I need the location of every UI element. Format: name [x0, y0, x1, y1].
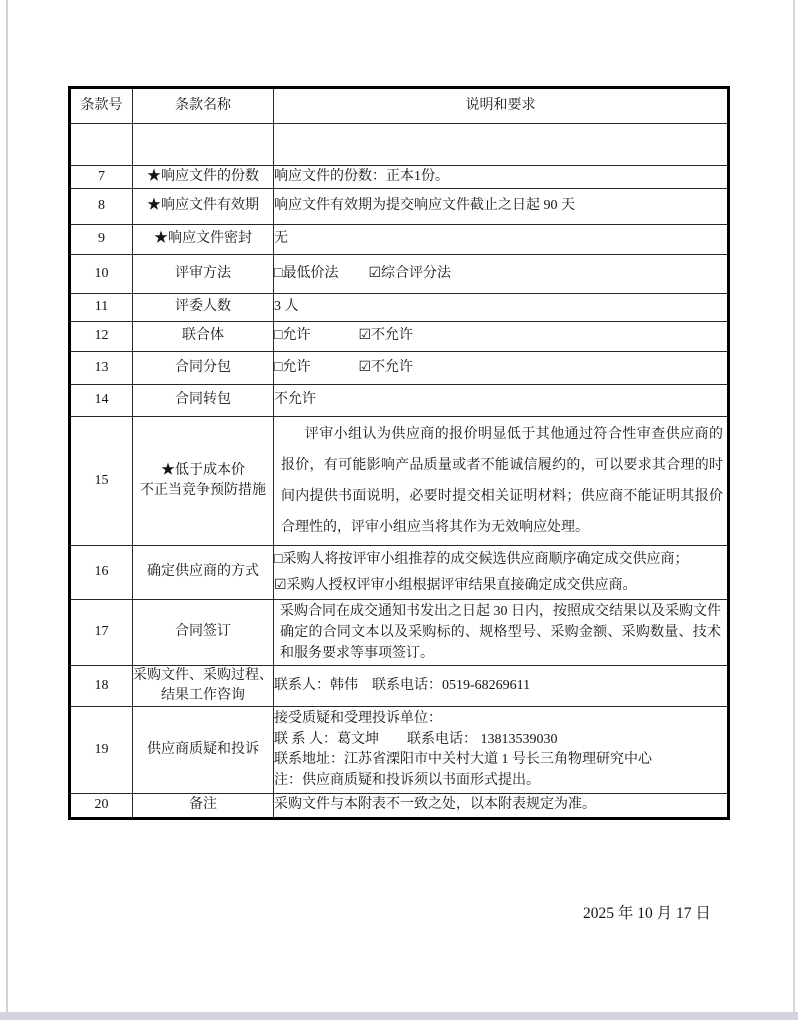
option-checked: ☑综合评分法: [368, 265, 452, 281]
clause-name-line1: 采购文件、采购过程、: [133, 668, 273, 683]
clause-content: [274, 417, 729, 546]
option-checked: ☑采购人授权评审小组根据评审结果直接确定成交供应商。: [274, 577, 637, 593]
clause-content: [274, 322, 729, 352]
clause-no: [70, 124, 133, 166]
clause-content: [274, 707, 729, 794]
clause-content: 采购文件与本附表不一致之处，以本附表规定为准。: [274, 794, 729, 819]
clause-name: ★响应文件密封: [133, 225, 274, 255]
clause-content: [274, 546, 729, 600]
clause-content: 3 人: [274, 294, 729, 322]
clause-no: 20: [70, 794, 133, 819]
table-header-row: [70, 88, 729, 124]
terms-table: [68, 86, 730, 820]
clause-no: 19: [70, 707, 133, 794]
complaint-contact-line: 联 系 人：葛文坤 联系电话： 13813539030: [274, 731, 558, 747]
page-edge-left: [6, 0, 8, 1013]
clause-no: 9: [70, 225, 133, 255]
table-row-14: [70, 385, 729, 417]
page-bottom-edge: [0, 1012, 798, 1020]
table-row-7: [70, 166, 729, 189]
clause-content: 无: [274, 225, 729, 255]
table-row-16: [70, 546, 729, 600]
clause-no: 17: [70, 600, 133, 666]
clause-content: 响应文件的份数：正本1份。: [274, 166, 729, 189]
complaint-address-line: 联系地址：江苏省溧阳市中关村大道 1 号长三角物理研究中心: [274, 752, 652, 767]
clause-name-line1: ★低于成本价: [161, 463, 245, 478]
page-edge-right: [793, 0, 795, 1013]
option-checked: ☑不允许: [358, 328, 414, 344]
clause-name: 合同签订: [133, 600, 274, 666]
document-date: 2025 年 10 月 17 日: [583, 905, 711, 922]
clause-no: 12: [70, 322, 133, 352]
table-row-empty: [70, 124, 729, 166]
clause-name: 合同分包: [133, 352, 274, 385]
option-unchecked: □采购人将按评审小组推荐的成交候选供应商顺序确定成交供应商；: [274, 551, 689, 567]
table-row-13: [70, 352, 729, 385]
header-description: 说明和要求: [274, 88, 729, 124]
clause-no: 14: [70, 385, 133, 417]
clause-content: [274, 124, 729, 166]
table-row-15: [70, 417, 729, 546]
complaint-note-line: 注：供应商质疑和投诉须以书面形式提出。: [274, 772, 540, 788]
option-checked: ☑不允许: [358, 359, 414, 375]
clause-content: 不允许: [274, 385, 729, 417]
clause-name: [133, 417, 274, 546]
clause-name: 合同转包: [133, 385, 274, 417]
option-unchecked: □最低价法: [274, 265, 339, 281]
table-row-10: [70, 255, 729, 294]
clause-name-line2: 不正当竞争预防措施: [140, 483, 266, 498]
clause-name: 供应商质疑和投诉: [133, 707, 274, 794]
clause-no: 10: [70, 255, 133, 294]
clause-no: 8: [70, 189, 133, 225]
table-row-19: [70, 707, 729, 794]
clause-no: 13: [70, 352, 133, 385]
clause-name: 确定供应商的方式: [133, 546, 274, 600]
clause-content: [274, 600, 729, 666]
table-row-11: [70, 294, 729, 322]
clause-name: [133, 666, 274, 707]
complaint-unit-line: 接受质疑和受理投诉单位：: [274, 711, 442, 726]
clause-no: 15: [70, 417, 133, 546]
clause-no: 16: [70, 546, 133, 600]
clause-name: ★响应文件的份数: [133, 166, 274, 189]
table-row-12: [70, 322, 729, 352]
clause-content: 联系人：韩伟 联系电话：0519-68269611: [274, 666, 729, 707]
table-row-8: [70, 189, 729, 225]
clause-name: 评审方法: [133, 255, 274, 294]
clause-name: [133, 124, 274, 166]
clause-name-line2: 结果工作咨询: [161, 688, 245, 703]
header-clause-name: 条款名称: [133, 88, 274, 124]
header-clause-no: 条款号: [70, 88, 133, 124]
table-row-18: [70, 666, 729, 707]
clause-name: 联合体: [133, 322, 274, 352]
clause-name: 备注: [133, 794, 274, 819]
option-unchecked: □允许: [274, 328, 311, 344]
clause-paragraph: 采购合同在成交通知书发出之日起 30 日内，按照成交结果以及采购文件确定的合同文本以及采购标的、规格型号、采购金额、采购数量、技术和服务要求等事项签订。: [280, 604, 721, 661]
clause-content: [274, 352, 729, 385]
table-row-20: [70, 794, 729, 819]
clause-name: ★响应文件有效期: [133, 189, 274, 225]
clause-content: 响应文件有效期为提交响应文件截止之日起 90 天: [274, 189, 729, 225]
clause-name: 评委人数: [133, 294, 274, 322]
clause-no: 18: [70, 666, 133, 707]
table-row-9: [70, 225, 729, 255]
clause-no: 7: [70, 166, 133, 189]
clause-content: [274, 255, 729, 294]
option-unchecked: □允许: [274, 359, 311, 375]
clause-paragraph: 评审小组认为供应商的报价明显低于其他通过符合性审查供应商的报价，有可能影响产品质量或者不能诚信履约的，可以要求其合理的时间内提供书面说明，必要时提交相关证明材料；供应商不能证明其报价合理性的，评审小组应当将其作为无效响应处理。: [281, 427, 723, 535]
clause-no: 11: [70, 294, 133, 322]
table-row-17: [70, 600, 729, 666]
